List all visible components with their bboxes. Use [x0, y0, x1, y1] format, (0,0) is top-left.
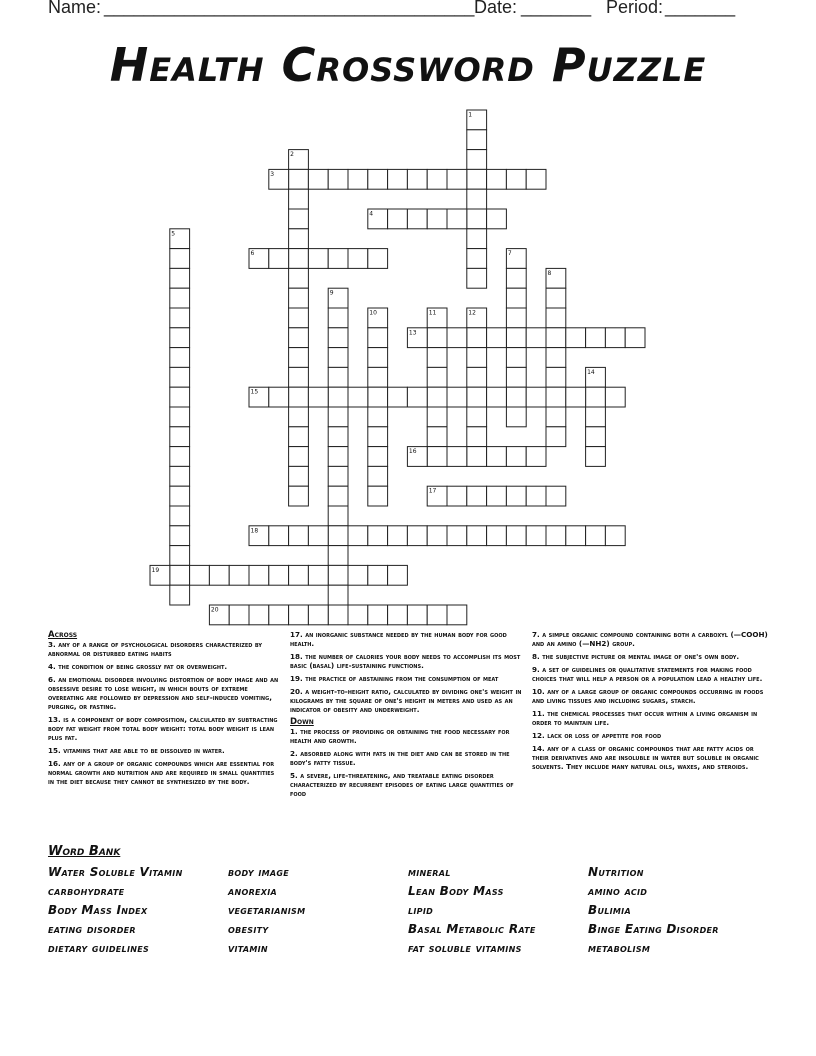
grid-cell[interactable]: [546, 288, 566, 308]
grid-cell[interactable]: [328, 407, 348, 427]
grid-cell[interactable]: [249, 605, 269, 625]
grid-cell[interactable]: [308, 526, 328, 546]
grid-number: 5: [171, 230, 176, 238]
grid-cell[interactable]: [170, 546, 190, 566]
grid-cell[interactable]: [526, 169, 546, 189]
clue-down-12: 12. lack or loss of appetite for food: [532, 731, 662, 740]
grid-cell[interactable]: [506, 447, 526, 467]
grid-cell[interactable]: [546, 387, 566, 407]
across-heading: Across: [48, 630, 78, 640]
name-label: Name:: [48, 0, 102, 17]
grid-cell[interactable]: [447, 209, 467, 229]
page-title: Health Crossword Puzzle: [109, 38, 707, 92]
grid-number: 12: [468, 309, 476, 317]
grid-cell[interactable]: [328, 506, 348, 526]
grid-number: 11: [428, 309, 437, 317]
grid-cell[interactable]: [526, 486, 546, 506]
grid-cell[interactable]: [308, 565, 328, 585]
grid-cell[interactable]: [269, 249, 289, 269]
grid-cell[interactable]: [447, 605, 467, 625]
grid-cell[interactable]: [427, 387, 447, 407]
grid-cell[interactable]: [348, 169, 368, 189]
grid-cell[interactable]: [289, 447, 309, 467]
grid-cell[interactable]: [506, 367, 526, 387]
clue-down-7: 7. a simple organic compound containing both a carboxyl (—COOH) and an amino (—NH2) group.: [532, 630, 768, 648]
grid-cell[interactable]: [586, 407, 606, 427]
grid-cell[interactable]: [566, 526, 586, 546]
grid-cell[interactable]: [467, 328, 487, 348]
grid-cell[interactable]: [526, 526, 546, 546]
word-bank-item: vitamin: [228, 941, 268, 955]
grid-number: 1: [468, 111, 473, 119]
grid-cell[interactable]: [289, 209, 309, 229]
grid-cell[interactable]: [229, 605, 249, 625]
grid-cell[interactable]: [506, 169, 526, 189]
grid-cell[interactable]: [427, 407, 447, 427]
grid-cell[interactable]: [427, 526, 447, 546]
clue-across-17: 17. an inorganic substance needed by the human body for good health.: [290, 630, 507, 648]
grid-cell[interactable]: [368, 348, 388, 368]
clue-across-16: 16. any of a group of organic compounds which are essential for normal growth and nutrition and are required in small quantities in the diet because they cannot be synthesized by the body.: [48, 759, 275, 786]
grid-cell[interactable]: [388, 605, 408, 625]
word-bank-item: Basal Metabolic Rate: [408, 922, 536, 936]
clue-down-1: 1. the process of providing or obtaining the food necessary for health and growth.: [290, 727, 510, 745]
grid-cell[interactable]: [368, 526, 388, 546]
grid-cell[interactable]: [487, 328, 507, 348]
grid-cell[interactable]: [546, 348, 566, 368]
grid-cell[interactable]: [427, 427, 447, 447]
grid-cell[interactable]: [467, 486, 487, 506]
grid-cell[interactable]: [328, 169, 348, 189]
grid-cell[interactable]: [249, 565, 269, 585]
grid-cell[interactable]: [506, 288, 526, 308]
grid-cell[interactable]: [289, 169, 309, 189]
grid-cell[interactable]: [328, 447, 348, 467]
grid-cell[interactable]: [447, 447, 467, 467]
grid-cell[interactable]: [447, 328, 467, 348]
grid-cell[interactable]: [388, 209, 408, 229]
word-bank-item: Body Mass Index: [48, 903, 148, 917]
grid-cell[interactable]: [467, 130, 487, 150]
grid-cell[interactable]: [467, 447, 487, 467]
down-heading: Down: [290, 717, 314, 727]
grid-cell[interactable]: [546, 486, 566, 506]
grid-cell[interactable]: [289, 466, 309, 486]
grid-cell[interactable]: [487, 447, 507, 467]
grid-cell[interactable]: [170, 407, 190, 427]
grid-cell[interactable]: [506, 308, 526, 328]
grid-number: 6: [250, 250, 255, 258]
grid-cell[interactable]: [506, 328, 526, 348]
grid-cell[interactable]: [328, 605, 348, 625]
grid-cell[interactable]: [368, 565, 388, 585]
grid-cell[interactable]: [170, 466, 190, 486]
grid-cell[interactable]: [289, 526, 309, 546]
grid-cell[interactable]: [526, 387, 546, 407]
clue-across-6: 6. an emotional disorder involving distortion of body image and an obsessive desire to lose weight, in which bouts of extreme overeating are followed by depression and self-induced vomiting, purging, or fasting.: [48, 675, 279, 711]
grid-cell[interactable]: [447, 526, 467, 546]
clue-across-13: 13. is a component of body composition, calculated by subtracting body fat weight from total body weight: total body weight is lean plus fat.: [48, 715, 278, 742]
word-bank-item: Nutrition: [588, 865, 644, 879]
grid-cell[interactable]: [625, 328, 645, 348]
grid-cell[interactable]: [269, 605, 289, 625]
grid-cell[interactable]: [289, 348, 309, 368]
grid-cell[interactable]: [467, 348, 487, 368]
grid-cell[interactable]: [467, 169, 487, 189]
grid-cell[interactable]: [407, 605, 427, 625]
name-blank[interactable]: _____________________________________: [104, 0, 475, 17]
grid-number: 19: [151, 566, 160, 574]
grid-cell[interactable]: [348, 249, 368, 269]
grid-cell[interactable]: [289, 565, 309, 585]
grid-cell[interactable]: [506, 387, 526, 407]
grid-cell[interactable]: [427, 605, 447, 625]
grid-cell[interactable]: [368, 447, 388, 467]
word-bank-item: vegetarianism: [228, 903, 306, 917]
word-bank-item: dietary guidelines: [48, 941, 150, 955]
word-bank-item: amino acid: [588, 884, 648, 898]
grid-cell[interactable]: [546, 427, 566, 447]
grid-cell[interactable]: [407, 387, 427, 407]
grid-cell[interactable]: [170, 447, 190, 467]
grid-cell[interactable]: [506, 268, 526, 288]
grid-cell[interactable]: [328, 367, 348, 387]
grid-cell[interactable]: [308, 169, 328, 189]
grid-cell[interactable]: [546, 328, 566, 348]
grid-cell[interactable]: [269, 526, 289, 546]
grid-cell[interactable]: [348, 605, 368, 625]
grid-cell[interactable]: [308, 605, 328, 625]
grid-cell[interactable]: [368, 367, 388, 387]
grid-cell[interactable]: [605, 328, 625, 348]
grid-cell[interactable]: [506, 407, 526, 427]
clues-column-1: [48, 628, 280, 790]
grid-cell[interactable]: [566, 328, 586, 348]
grid-number: 15: [250, 388, 259, 396]
grid-cell[interactable]: [170, 565, 190, 585]
clue-across-19: 19. the practice of abstaining from the consumption of meat: [290, 674, 499, 683]
grid-cell[interactable]: [269, 387, 289, 407]
grid-cell[interactable]: [170, 387, 190, 407]
clue-down-10: 10. any of a large group of organic compounds occurring in foods and living tissues and including sugars, starch.: [532, 687, 764, 705]
grid-cell[interactable]: [427, 447, 447, 467]
grid-cell[interactable]: [190, 565, 210, 585]
grid-cell[interactable]: [467, 229, 487, 249]
grid-cell[interactable]: [289, 486, 309, 506]
grid-cell[interactable]: [487, 209, 507, 229]
grid-cell[interactable]: [467, 407, 487, 427]
grid-cell[interactable]: [170, 268, 190, 288]
grid-cell[interactable]: [467, 268, 487, 288]
grid-cell[interactable]: [289, 229, 309, 249]
grid-cell[interactable]: [170, 585, 190, 605]
grid-cell[interactable]: [368, 249, 388, 269]
grid-cell[interactable]: [170, 249, 190, 269]
word-bank-item: anorexia: [228, 884, 278, 898]
clue-down-14: 14. any of a class of organic compounds that are fatty acids or their derivatives and are insoluble in water but soluble in organic solvents. They include many natural oils, waxes, and steroids.: [532, 744, 759, 771]
grid-cell[interactable]: [328, 466, 348, 486]
grid-cell[interactable]: [229, 565, 249, 585]
grid-number: 13: [408, 329, 417, 337]
grid-cell[interactable]: [368, 605, 388, 625]
grid-number: 20: [210, 606, 219, 614]
clue-across-4: 4. the condition of being grossly fat or overweight.: [48, 662, 228, 671]
grid-cell[interactable]: [209, 565, 229, 585]
grid-cell[interactable]: [328, 249, 348, 269]
grid-cell[interactable]: [348, 387, 368, 407]
grid-cell[interactable]: [427, 348, 447, 368]
grid-cell[interactable]: [308, 387, 328, 407]
grid-cell[interactable]: [467, 427, 487, 447]
grid-cell[interactable]: [506, 348, 526, 368]
word-bank-item: body image: [228, 865, 290, 879]
period-blank[interactable]: _______: [665, 0, 736, 17]
grid-number: 7: [507, 250, 512, 258]
grid-cell[interactable]: [328, 486, 348, 506]
grid-cell[interactable]: [487, 526, 507, 546]
grid-cell[interactable]: [506, 526, 526, 546]
clues-column-2: [290, 630, 522, 802]
word-bank-item: metabolism: [588, 941, 651, 955]
clue-across-15: 15. vitamins that are able to be dissolved in water.: [48, 746, 225, 755]
word-bank-item: fat soluble vitamins: [408, 941, 522, 955]
clues-column-3: [532, 630, 768, 775]
grid-cell[interactable]: [407, 169, 427, 189]
grid-cell[interactable]: [526, 328, 546, 348]
clue-down-9: 9. a set of guidelines or qualitative statements for making food choices that will help a person or a population lead a healthy life.: [532, 665, 763, 683]
grid-number: 8: [547, 269, 552, 277]
grid-cell[interactable]: [586, 427, 606, 447]
grid-number: 10: [369, 309, 377, 317]
grid-cell[interactable]: [546, 526, 566, 546]
grid-cell[interactable]: [388, 169, 408, 189]
grid-cell[interactable]: [487, 169, 507, 189]
grid-cell[interactable]: [328, 585, 348, 605]
grid-cell[interactable]: [427, 367, 447, 387]
grid-cell[interactable]: [407, 526, 427, 546]
grid-cell[interactable]: [447, 387, 467, 407]
grid-cell[interactable]: [289, 189, 309, 209]
grid-cell[interactable]: [368, 387, 388, 407]
word-bank-item: Binge Eating Disorder: [588, 922, 719, 936]
clue-across-20: 20. a weight-to-height ratio, calculated by dividing one's weight in kilograms by the square of one's height in meters and used as an indicator of obesity and underweight.: [290, 687, 522, 714]
date-blank[interactable]: _______: [521, 0, 592, 17]
clue-down-8: 8. the subjective picture or mental image of one's own body.: [532, 652, 740, 661]
grid-cell[interactable]: [170, 486, 190, 506]
word-bank-item: Lean Body Mass: [408, 884, 504, 898]
grid-cell[interactable]: [546, 367, 566, 387]
grid-number: 2: [290, 151, 294, 159]
grid-cell[interactable]: [605, 526, 625, 546]
grid-cell[interactable]: [289, 308, 309, 328]
grid-cell[interactable]: [586, 526, 606, 546]
grid-cell[interactable]: [388, 387, 408, 407]
clue-down-2: 2. absorbed along with fats in the diet and can be stored in the body's fatty tissue.: [290, 749, 510, 767]
grid-cell[interactable]: [487, 387, 507, 407]
grid-cell[interactable]: [328, 427, 348, 447]
grid-cell[interactable]: [467, 387, 487, 407]
grid-cell[interactable]: [427, 209, 447, 229]
grid-number: 9: [329, 289, 334, 297]
grid-cell[interactable]: [368, 486, 388, 506]
grid-cell[interactable]: [170, 308, 190, 328]
grid-cell[interactable]: [170, 288, 190, 308]
grid-cell[interactable]: [170, 526, 190, 546]
grid-cell[interactable]: [586, 387, 606, 407]
period-label: Period:: [606, 0, 664, 17]
grid-cell[interactable]: [467, 367, 487, 387]
grid-cell[interactable]: [566, 387, 586, 407]
grid-cell[interactable]: [289, 427, 309, 447]
grid-cell[interactable]: [269, 565, 289, 585]
grid-cell[interactable]: [289, 407, 309, 427]
grid-cell[interactable]: [289, 605, 309, 625]
grid-cell[interactable]: [388, 565, 408, 585]
word-bank-item: obesity: [228, 922, 269, 936]
grid-cell[interactable]: [605, 387, 625, 407]
grid-number: 4: [369, 210, 374, 218]
grid-cell[interactable]: [170, 506, 190, 526]
grid-cell[interactable]: [170, 427, 190, 447]
grid-cell[interactable]: [467, 189, 487, 209]
grid-cell[interactable]: [170, 328, 190, 348]
grid-cell[interactable]: [328, 387, 348, 407]
grid-cell[interactable]: [348, 565, 368, 585]
grid-cell[interactable]: [289, 268, 309, 288]
grid-cell[interactable]: [546, 407, 566, 427]
grid-cell[interactable]: [170, 367, 190, 387]
grid-cell[interactable]: [348, 526, 368, 546]
clue-across-3: 3. any of a range of psychological disorders characterized by abnormal or disturbed eating habits: [48, 640, 263, 658]
word-bank-title: Word Bank: [48, 844, 121, 859]
grid-cell[interactable]: [586, 447, 606, 467]
word-bank-item: lipid: [408, 903, 434, 917]
grid-cell[interactable]: [170, 348, 190, 368]
grid-cell[interactable]: [368, 407, 388, 427]
grid-cell[interactable]: [328, 526, 348, 546]
grid-cell[interactable]: [427, 328, 447, 348]
grid-number: 16: [408, 448, 417, 456]
grid-cell[interactable]: [368, 466, 388, 486]
grid-cell[interactable]: [586, 328, 606, 348]
grid-number: 18: [250, 527, 259, 535]
word-bank-item: Water Soluble Vitamin: [48, 865, 183, 879]
grid-cell[interactable]: [289, 288, 309, 308]
word-bank-item: mineral: [408, 865, 451, 879]
grid-cell[interactable]: [506, 486, 526, 506]
grid-cell[interactable]: [546, 308, 566, 328]
grid-cell[interactable]: [328, 348, 348, 368]
grid-cell[interactable]: [447, 169, 467, 189]
grid-cell[interactable]: [328, 546, 348, 566]
word-bank-item: eating disorder: [48, 922, 136, 936]
grid-number: 3: [270, 170, 275, 178]
grid-cell[interactable]: [526, 447, 546, 467]
grid-cell[interactable]: [289, 367, 309, 387]
grid-cell[interactable]: [368, 328, 388, 348]
grid-cell[interactable]: [368, 427, 388, 447]
grid-number: 14: [587, 368, 595, 376]
grid-cell[interactable]: [308, 249, 328, 269]
grid-cell[interactable]: [388, 526, 408, 546]
grid-cell[interactable]: [289, 249, 309, 269]
grid-cell[interactable]: [467, 249, 487, 269]
word-bank-item: carbohydrate: [48, 884, 125, 898]
date-label: Date:: [474, 0, 518, 17]
grid-cell[interactable]: [328, 328, 348, 348]
grid-cell[interactable]: [368, 169, 388, 189]
grid-cell[interactable]: [467, 150, 487, 170]
clue-down-5: 5. a severe, life-threatening, and treatable eating disorder characterized by recurrent episodes of eating large quantities of food: [290, 771, 514, 798]
grid-cell[interactable]: [447, 486, 467, 506]
grid-cell[interactable]: [467, 526, 487, 546]
grid-cell[interactable]: [487, 486, 507, 506]
grid-cell[interactable]: [289, 387, 309, 407]
clue-down-11: 11. the chemical processes that occur within a living organism in order to maintain life.: [532, 709, 758, 727]
grid-cell[interactable]: [427, 169, 447, 189]
grid-cell[interactable]: [289, 328, 309, 348]
word-bank-item: Bulimia: [588, 903, 631, 917]
grid-cell[interactable]: [467, 209, 487, 229]
grid-number: 17: [428, 487, 437, 495]
clue-across-18: 18. the number of calories your body needs to accomplish its most basic (basal) life-sustaining functions.: [290, 652, 521, 670]
grid-cell[interactable]: [328, 565, 348, 585]
grid-cell[interactable]: [328, 308, 348, 328]
grid-cell[interactable]: [407, 209, 427, 229]
